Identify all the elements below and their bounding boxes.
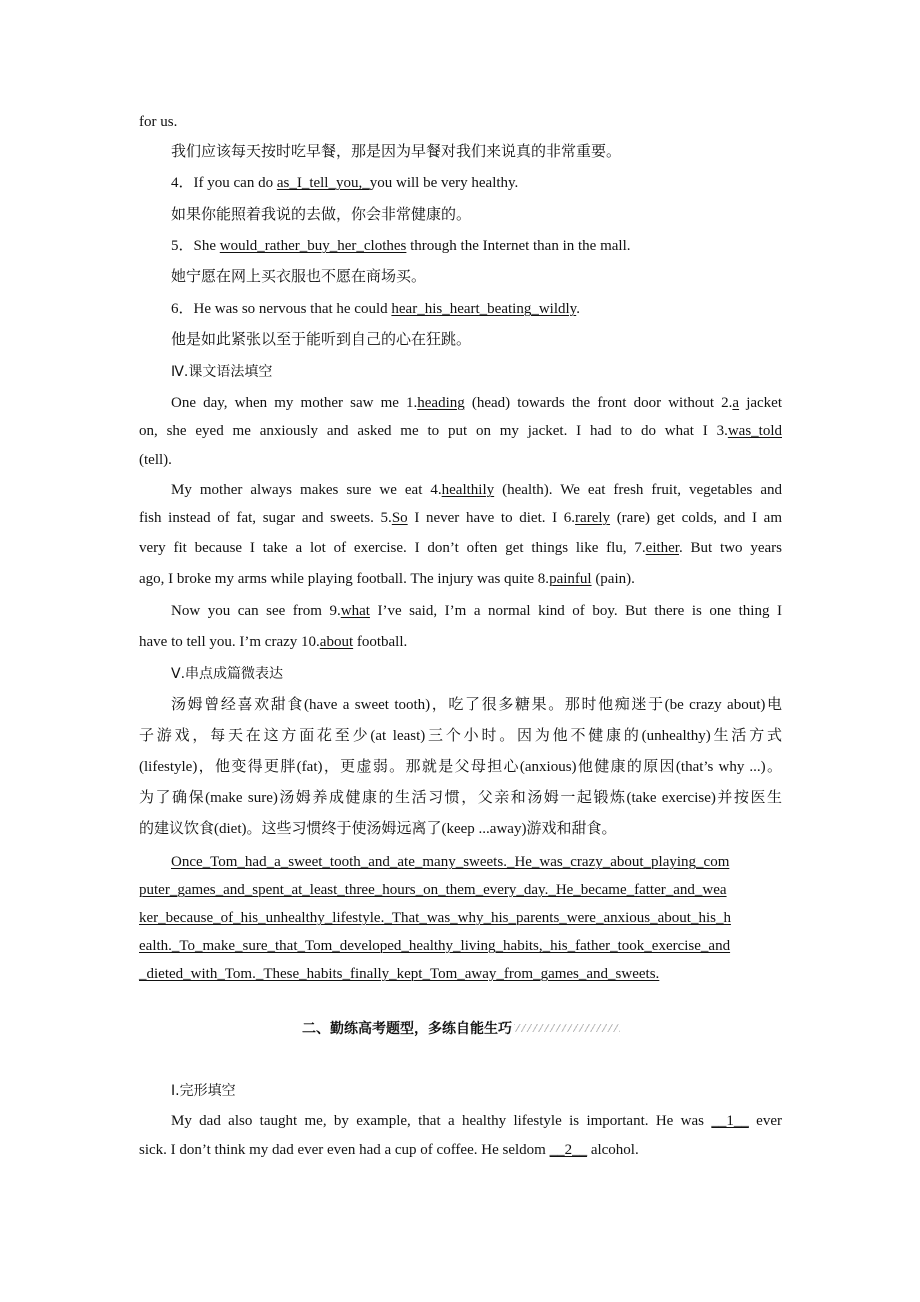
answer-paragraph-line: _dieted_with_Tom._These_habits_finally_kept_Tom_away_from_games_and_sweets. [139, 966, 660, 982]
grammar-p1-line3: (tell). [139, 452, 172, 468]
translation-6: 他是如此紧张以至于能听到自己的心在狂跳。 [171, 332, 472, 348]
continuation-text: for us. [139, 114, 178, 130]
item-number: 4． [171, 175, 194, 191]
cloze-blank-1: __1__ [711, 1113, 749, 1129]
section-5-title: Ⅴ.串点成篇微表达 [171, 666, 284, 682]
translation-3: 我们应该每天按时吃早餐，那是因为早餐对我们来说真的非常重要。 [171, 144, 622, 160]
cn-prompt-line: (lifestyle)，他变得更胖(fat)，更虚弱。那就是父母担心(anxious)他健康的原因(that’s why ...)。 [139, 759, 782, 775]
answer-blank: would_rather_buy_her_clothes [219, 238, 407, 254]
grammar-p2-line4: ago, I broke my arms while playing football. The injury was quite 8.painful (pain). [139, 571, 635, 587]
answer-blank: about [319, 634, 354, 650]
grammar-p2-line2: fish instead of fat, sugar and sweets. 5.So I never have to diet. I 6.rarely (rare) get colds, and I am [139, 510, 782, 526]
cn-prompt-line: 汤姆曾经喜欢甜食(have a sweet tooth)，吃了很多糖果。那时他痴迷于(be crazy about)电 [171, 697, 782, 713]
cloze-line-2: sick. I don’t think my dad ever even had a cup of coffee. He seldom __2__ alcohol. [139, 1142, 639, 1158]
cloze-section-title: Ⅰ.完形填空 [171, 1083, 236, 1099]
answer-blank: what [340, 603, 370, 619]
grammar-p2-line1: My mother always makes sure we eat 4.healthily (health). We eat fresh fruit, vegetables and [171, 482, 782, 498]
grammar-p3-line2: have to tell you. I’m crazy 10.about football. [139, 634, 408, 650]
item-number: 6． [171, 301, 194, 317]
answer-blank: as_I_tell_you,_ [276, 175, 370, 191]
answer-blank: So [391, 510, 408, 526]
cloze-blank-2: __2__ [549, 1142, 588, 1158]
cn-prompt-line: 的建议饮食(diet)。这些习惯终于使汤姆远离了(keep ...away)游戏和甜食。 [139, 821, 617, 837]
sentence-5: 5．She would_rather_buy_her_clothes through the Internet than in the mall. [171, 238, 631, 254]
cn-prompt-line: 子游戏，每天在这方面花至少(at least)三个小时。因为他不健康的(unhealthy)生活方式 [139, 728, 782, 744]
answer-blank: was_told [727, 423, 782, 439]
cloze-line-1: My dad also taught me, by example, that a healthy lifestyle is important. He was __1__ ever [171, 1113, 782, 1129]
answer-paragraph-line: ealth._To_make_sure_that_Tom_developed_healthy_living_habits,_his_father_took_exercise_and [139, 938, 731, 954]
sentence-4: 4．If you can do as_I_tell_you,_you will be very healthy. [171, 175, 519, 191]
answer-blank: rarely [575, 510, 611, 526]
translation-5: 她宁愿在网上买衣服也不愿在商场买。 [171, 269, 427, 285]
part-2-title: 二、勤练高考题型，多练自能生巧 [302, 1018, 620, 1038]
item-number: 5． [171, 238, 194, 254]
translation-4: 如果你能照着我说的去做，你会非常健康的。 [171, 207, 472, 223]
sentence-6: 6．He was so nervous that he could hear_his_heart_beating_wildly. [171, 301, 580, 317]
grammar-p2-line3: very fit because I take a lot of exercise. I don’t often get things like flu, 7.either. But two years [139, 540, 782, 556]
answer-paragraph-line: ker_because_of_his_unhealthy_lifestyle._That_was_why_his_parents_were_anxious_about_his_h [139, 910, 731, 926]
cn-prompt-line: 为了确保(make sure)汤姆养成健康的生活习惯，父亲和汤姆一起锻炼(take exercise)并按医生 [139, 790, 782, 806]
grammar-p1-line2: on, she eyed me anxiously and asked me to put on my jacket. I had to do what I 3.was_told [139, 423, 782, 439]
answer-blank: healthily [441, 482, 495, 498]
grammar-p3-line1: Now you can see from 9.what I’ve said, I’m a normal kind of boy. But there is one thing I [171, 603, 782, 619]
grammar-p1-line1: One day, when my mother saw me 1.heading (head) towards the front door without 2.a jacket [171, 395, 782, 411]
answer-blank: heading [417, 395, 465, 411]
answer-blank: either [645, 540, 679, 556]
decorative-hatch [514, 1024, 620, 1032]
answer-blank: a [732, 395, 740, 411]
answer-blank: painful [549, 571, 592, 587]
answer-paragraph-line: puter_games_and_spent_at_least_three_hours_on_them_every_day._He_became_fatter_and_wea [139, 882, 727, 898]
section-4-title: Ⅳ.课文语法填空 [171, 364, 273, 380]
answer-paragraph-line: Once_Tom_had_a_sweet_tooth_and_ate_many_sweets._He_was_crazy_about_playing_com [171, 854, 730, 870]
answer-blank: hear_his_heart_beating_wildly [391, 301, 577, 317]
